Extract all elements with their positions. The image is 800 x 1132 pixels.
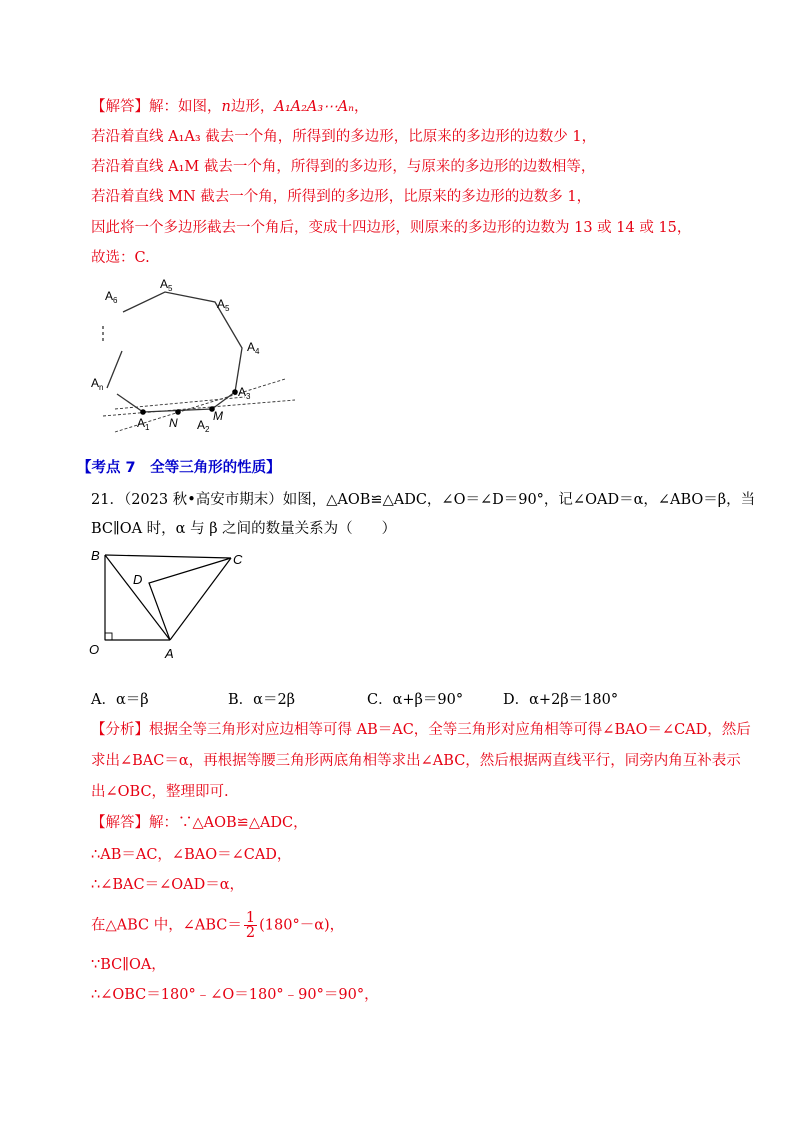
section-title: 【考点 7 全等三角形的性质】 [77, 460, 281, 476]
label-a5top: $A_5$ [160, 277, 173, 293]
label-c: C [233, 552, 243, 567]
point-n [175, 409, 181, 415]
solution2-line2: ∴AB＝AC，∠BAO＝∠CAD， [91, 847, 292, 863]
solution1-line2: 若沿着直线 A₁A₃ 截去一个角，所得到的多边形，比原来的多边形的边数少 1， [91, 129, 597, 145]
point-a3 [232, 389, 238, 395]
point-a1 [140, 409, 146, 415]
polygon-name: A₁A₂A₃⋯Aₙ [274, 99, 355, 115]
option-d[interactable]: D．α+2β＝180° [503, 692, 619, 708]
fraction-numerator: 1 [245, 910, 256, 926]
option-c[interactable]: C．α+β＝90° [367, 692, 464, 708]
abc-prefix: 在△ABC 中，∠ABC＝ [91, 917, 242, 934]
solution1-line6: 故选：C. [91, 250, 150, 266]
option-a[interactable]: A．α＝β [91, 692, 149, 708]
answer-end: ， [354, 99, 369, 115]
solution1-line4: 若沿着直线 MN 截去一个角，所得到的多边形，比原来的多边形的边数多 1， [91, 189, 592, 205]
option-b[interactable]: B．α＝2β [228, 692, 296, 708]
answer-mid: 边形， [230, 99, 275, 115]
label-a3: $A_3$ [238, 385, 251, 401]
analysis-line1: 【分析】根据全等三角形对应边相等可得 AB＝AC，全等三角形对应角相等可得∠BAO＝∠CAD，然后 [91, 722, 751, 738]
abc-suffix: (180°－α)， [259, 917, 345, 934]
label-d: D [133, 572, 143, 587]
analysis-line2: 求出∠BAC＝α，再根据等腰三角形两底角相等求出∠ABC，然后根据两直线平行，同旁内角互补表示 [91, 753, 741, 769]
problem-text-1: （2023 秋•高安市期末）如图，△AOB≌△ADC，∠O＝∠D＝90°，记∠OAD＝α，∠ABO＝β，当 [123, 492, 756, 508]
triangle-figure [85, 544, 255, 664]
answer-prefix: 解：如图， [149, 99, 222, 115]
polygon-n: n [221, 99, 231, 115]
fraction-denominator: 2 [245, 925, 256, 941]
label-a5: $A_5$ [217, 297, 230, 313]
label-an: $A_n$ [91, 376, 104, 392]
label-a6: $A_6$ [105, 289, 118, 305]
solution1-line5: 因此将一个多边形截去一个角后，变成十四边形，则原来的多边形的边数为 13 或 14 或 15， [91, 220, 692, 236]
problem-line2: BC∥OA 时，α 与 β 之间的数量关系为（ ） [91, 521, 397, 537]
label-b: B [91, 548, 100, 563]
solution2-line4 [91, 911, 344, 940]
analysis-line3: 出∠OBC，整理即可. [91, 784, 229, 800]
label-a: A [165, 646, 174, 661]
solution1-line1 [91, 97, 369, 117]
solution2-line3: ∴∠BAC＝∠OAD＝α， [91, 877, 245, 893]
label-o: O [89, 642, 100, 657]
label-n: N [169, 416, 178, 430]
answer-tag: 【解答】 [91, 99, 149, 115]
solution1-line3: 若沿着直线 A₁M 截去一个角，所得到的多边形，与原来的多边形的边数相等， [91, 159, 596, 175]
label-a4: $A_4$ [247, 340, 260, 356]
fraction-half [244, 911, 257, 940]
problem-number: 21． [91, 492, 124, 508]
label-a2: $A_2$ [197, 418, 210, 434]
solution2-line6: ∴∠OBC＝180°﹣∠O＝180°﹣90°＝90°， [91, 987, 379, 1003]
solution2-line1: 【解答】解：∵△AOB≌△ADC， [91, 815, 308, 831]
label-a1: $A_1$ [137, 416, 150, 432]
problem-line1 [91, 490, 755, 510]
solution2-line5: ∵BC∥OA， [91, 957, 166, 973]
polygon-figure [85, 272, 305, 442]
label-m: M [213, 409, 223, 423]
